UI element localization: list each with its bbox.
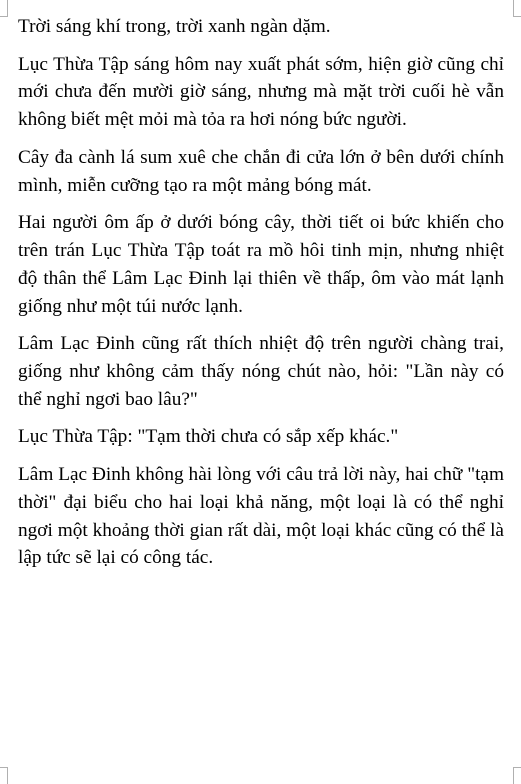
corner-mark-top-right — [513, 0, 521, 17]
document-body — [18, 13, 504, 582]
paragraph: Trời sáng khí trong, trời xanh ngàn dặm. — [18, 16, 331, 37]
paragraph: Lục Thừa Tập sáng hôm nay xuất phát sớm, hiện giờ cũng chỉ mới chưa đến mười giờ sáng, nhưng mà mặt trời cuối hè vẫn không biết mệt mỏi mà tỏa ra hơi nóng bức người. — [18, 53, 504, 131]
paragraph: Cây đa cành lá sum xuê che chắn đi cửa lớn ở bên dưới chính mình, miễn cưỡng tạo ra một mảng bóng mát. — [18, 146, 504, 196]
corner-mark-top-left — [0, 0, 8, 17]
paragraph: Lâm Lạc Đinh không hài lòng với câu trả lời này, hai chữ "tạm thời" đại biểu cho hai loại khả năng, một loại là có thể nghỉ ngơi một khoảng thời gian rất dài, một loại khác cũng có thể là lập tức sẽ lại có công tác. — [18, 463, 504, 569]
paragraph: Lục Thừa Tập: "Tạm thời chưa có sắp xếp khác." — [18, 426, 399, 448]
paragraph: Hai người ôm ấp ở dưới bóng cây, thời tiết oi bức khiến cho trên trán Lục Thừa Tập toát ra mồ hôi tinh mịn, nhưng nhiệt độ thân thể Lâm Lạc Đinh lại thiên về thấp, ôm vào mát lạnh giống như một túi nước lạnh. — [18, 212, 504, 317]
paragraph: Lâm Lạc Đinh cũng rất thích nhiệt độ trên người chàng trai, giống như không cảm thấy nóng chút nào, hỏi: "Lần này có thể nghỉ ngơi bao lâu?" — [18, 333, 504, 410]
corner-mark-bottom-left — [0, 767, 8, 784]
corner-mark-bottom-right — [513, 767, 521, 784]
